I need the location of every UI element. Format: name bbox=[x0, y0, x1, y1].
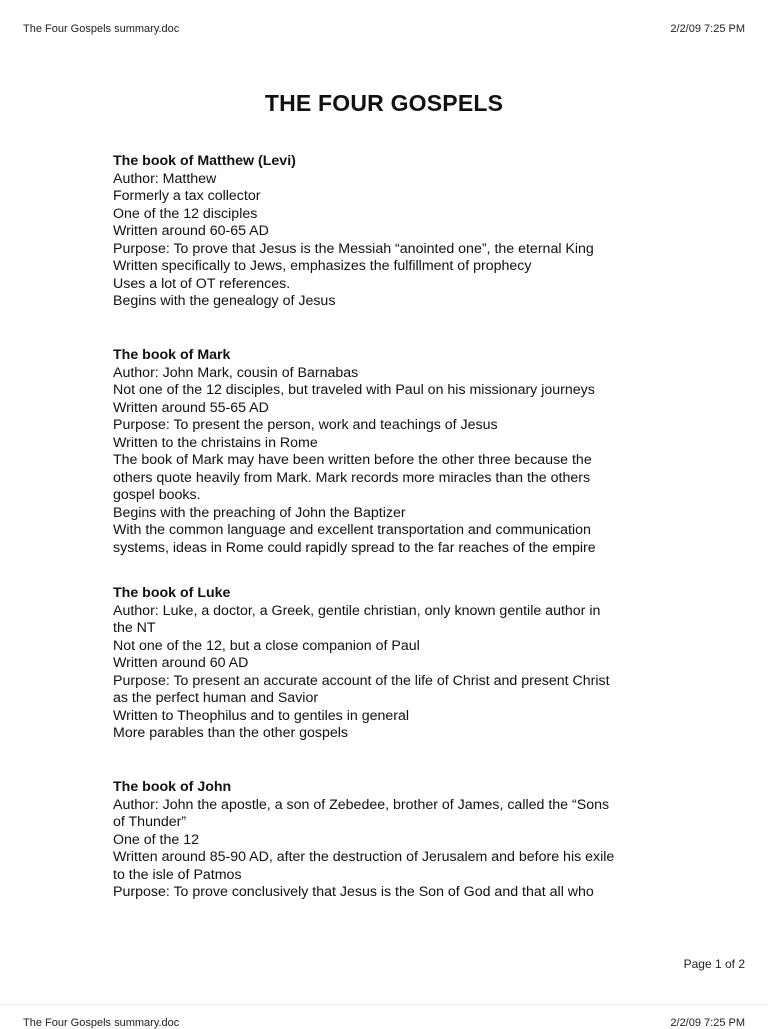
section-line: Purpose: To present the person, work and teachings of Jesus bbox=[113, 417, 498, 433]
section-line: Not one of the 12 disciples, but traveled with Paul on his missionary journeys bbox=[113, 382, 595, 398]
section-line: Author: John Mark, cousin of Barnabas bbox=[113, 364, 359, 381]
document-timestamp: 2/2/09 7:25 PM bbox=[670, 23, 745, 35]
section-line: Author: Luke, a doctor, a Greek, gentile christian, only known gentile author in bbox=[113, 602, 601, 619]
section-line: Author: John the apostle, a son of Zebedee, brother of James, called the “Sons bbox=[113, 796, 610, 813]
section-line: One of the 12 bbox=[113, 831, 199, 848]
section-mark bbox=[113, 347, 673, 557]
section-heading: The book of Mark bbox=[113, 347, 231, 363]
page-number: Page 1 of 2 bbox=[683, 957, 745, 971]
section-line: as the perfect human and Savior bbox=[113, 690, 319, 706]
section-line: Written specifically to Jews, emphasizes the fulfillment of prophecy bbox=[113, 258, 532, 274]
section-line: More parables than the other gospels bbox=[113, 725, 349, 741]
section-matthew bbox=[113, 153, 673, 311]
page-title: THE FOUR GOSPELS bbox=[264, 90, 504, 116]
section-line: Uses a lot of OT references. bbox=[113, 275, 291, 292]
section-luke bbox=[113, 585, 673, 743]
section-heading: The book of Luke bbox=[113, 585, 231, 601]
section-line: Written to the christains in Rome bbox=[113, 434, 318, 451]
page-divider bbox=[0, 1004, 768, 1005]
section-line: With the common language and excellent transportation and communication bbox=[113, 522, 591, 538]
next-page-timestamp: 2/2/09 7:25 PM bbox=[670, 1017, 745, 1029]
section-line: Formerly a tax collector bbox=[113, 188, 261, 204]
section-line: others quote heavily from Mark. Mark records more miracles than the others bbox=[113, 469, 591, 486]
section-line: Written around 85-90 AD, after the destruction of Jerusalem and before his exile bbox=[113, 849, 615, 865]
section-line: Written around 55-65 AD bbox=[113, 399, 269, 416]
section-line: Written around 60-65 AD bbox=[113, 223, 269, 239]
section-line: Written to Theophilus and to gentiles in general bbox=[113, 707, 410, 724]
section-line: Author: Matthew bbox=[113, 170, 217, 187]
section-line: The book of Mark may have been written before the other three because the bbox=[113, 452, 592, 468]
section-line: the NT bbox=[113, 620, 156, 636]
section-john bbox=[113, 779, 673, 902]
section-heading: The book of John bbox=[113, 779, 232, 795]
section-line: Not one of the 12, but a close companion of Paul bbox=[113, 637, 420, 654]
section-line: Begins with the genealogy of Jesus bbox=[113, 293, 336, 309]
section-line: One of the 12 disciples bbox=[113, 205, 258, 222]
section-line: Begins with the preaching of John the Baptizer bbox=[113, 504, 406, 521]
section-heading: The book of Matthew (Levi) bbox=[113, 153, 296, 169]
section-line: systems, ideas in Rome could rapidly spread to the far reaches of the empire bbox=[113, 539, 596, 556]
section-line: Purpose: To prove conclusively that Jesus is the Son of God and that all who bbox=[113, 884, 594, 900]
section-line: Purpose: To prove that Jesus is the Messiah “anointed one”, the eternal King bbox=[113, 240, 594, 257]
section-line: to the isle of Patmos bbox=[113, 866, 242, 883]
section-line: Written around 60 AD bbox=[113, 655, 249, 671]
section-line: of Thunder” bbox=[113, 814, 187, 830]
document-filename: The Four Gospels summary.doc bbox=[23, 23, 180, 35]
next-page-filename: The Four Gospels summary.doc bbox=[23, 1017, 180, 1029]
section-line: gospel books. bbox=[113, 487, 201, 503]
section-line: Purpose: To present an accurate account of the life of Christ and present Christ bbox=[113, 672, 610, 689]
